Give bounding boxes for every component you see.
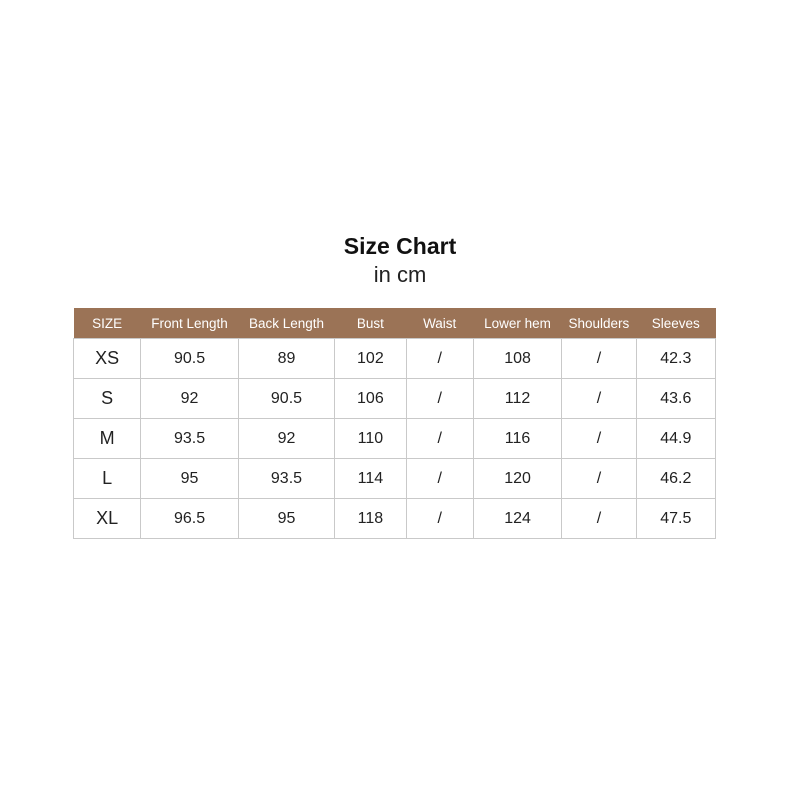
header-cell-sleeves: Sleeves (651, 315, 700, 331)
table-row (74, 339, 716, 379)
shoulders-cell: / (562, 499, 636, 539)
lower-hem-cell: 120 (473, 459, 561, 499)
back-length-cell: 90.5 (238, 379, 334, 419)
header-cell-waist: Waist (423, 315, 457, 331)
header-cell-bust: Bust (356, 315, 384, 331)
front-length-cell: 95 (141, 459, 238, 499)
table-row (74, 379, 716, 419)
header-cell-shoulders: Shoulders (568, 315, 630, 331)
waist-cell: / (406, 419, 473, 459)
sleeves-cell: 43.6 (636, 379, 715, 419)
size-cell: XS (74, 339, 141, 379)
shoulders-cell: / (562, 459, 636, 499)
lower-hem-cell: 112 (473, 379, 561, 419)
waist-cell: / (406, 459, 473, 499)
sleeves-cell: 44.9 (636, 419, 715, 459)
table-header-row (74, 308, 716, 339)
waist-cell: / (406, 379, 473, 419)
back-length-cell: 92 (238, 419, 334, 459)
waist-cell: / (406, 339, 473, 379)
back-length-cell: 93.5 (238, 459, 334, 499)
header-cell-lower-hem: Lower hem (484, 315, 551, 331)
bust-cell: 106 (335, 379, 406, 419)
shoulders-cell: / (562, 379, 636, 419)
size-table (73, 308, 716, 539)
header-cell-back-length: Back Length (248, 315, 325, 331)
shoulders-cell: / (562, 339, 636, 379)
front-length-cell: 93.5 (141, 419, 238, 459)
bust-cell: 110 (335, 419, 406, 459)
sleeves-cell: 46.2 (636, 459, 715, 499)
chart-title: Size Chart (343, 233, 457, 259)
header-cell-size: SIZE (92, 315, 123, 331)
back-length-cell: 95 (238, 499, 334, 539)
size-cell: M (74, 419, 141, 459)
table-row (74, 499, 716, 539)
front-length-cell: 96.5 (141, 499, 238, 539)
front-length-cell: 92 (141, 379, 238, 419)
waist-cell: / (406, 499, 473, 539)
size-cell: S (74, 379, 141, 419)
shoulders-cell: / (562, 419, 636, 459)
bust-cell: 114 (335, 459, 406, 499)
back-length-cell: 89 (238, 339, 334, 379)
bust-cell: 118 (335, 499, 406, 539)
table-row (74, 459, 716, 499)
front-length-cell: 90.5 (141, 339, 238, 379)
sleeves-cell: 47.5 (636, 499, 715, 539)
bust-cell: 102 (335, 339, 406, 379)
lower-hem-cell: 124 (473, 499, 561, 539)
size-cell: L (74, 459, 141, 499)
table-row (74, 419, 716, 459)
lower-hem-cell: 116 (473, 419, 561, 459)
chart-unit-subtitle: in cm (373, 262, 427, 287)
header-cell-front-length: Front Length (151, 315, 228, 331)
size-cell: XL (74, 499, 141, 539)
sleeves-cell: 42.3 (636, 339, 715, 379)
lower-hem-cell: 108 (473, 339, 561, 379)
